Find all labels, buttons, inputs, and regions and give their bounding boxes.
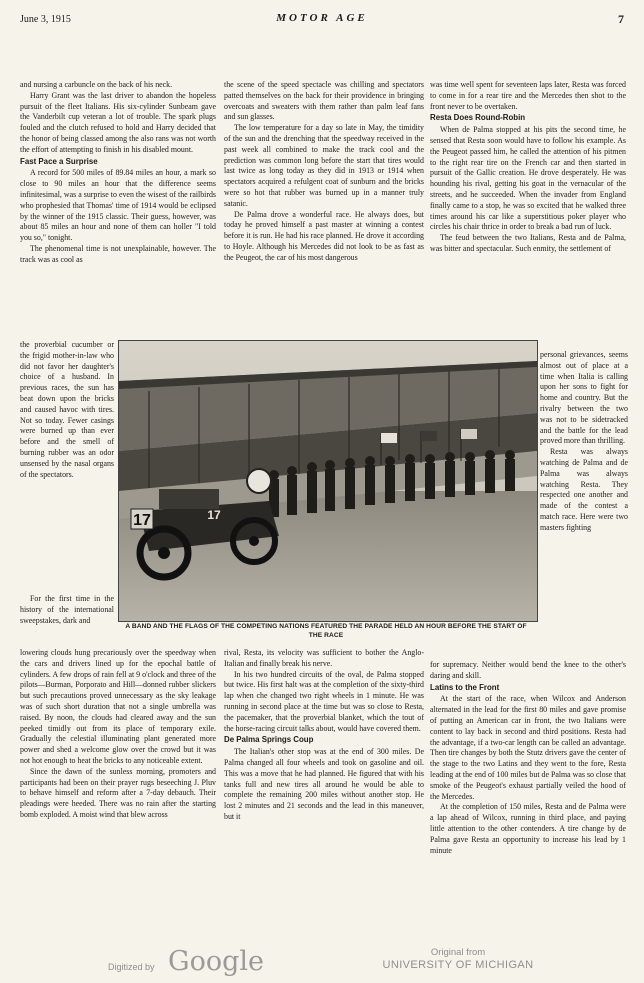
original-from-label: Original from: [430, 947, 486, 958]
car-number: 17: [133, 512, 151, 529]
paragraph: rival, Resta, its velocity was sufficient to bother the Anglo-Italian and finally break his nerve.: [224, 648, 424, 668]
paragraph: Resta was always watching de Palma and de Palma was always watching Resta. They respected one another and made of the contest a match race. Here were two masters fighting: [540, 447, 628, 532]
subheading: Resta Does Round-Robin: [430, 113, 526, 123]
paragraph: was time well spent for seventeen laps later, Resta was forced to come in for a rear tire and the Mercedes then shot to the front never to be overtaken.: [430, 80, 626, 111]
parade-photograph: [118, 340, 538, 622]
paragraph: the proverbial cucumber or the frigid mother-in-law who did not favor her daughter's choice of a husband. In previous races, the sun has beat down upon the bricks and caused havoc with tires. Not so today. Fewer casings were burned up than ever before and the smell of burning rubber was an odor unsensed by the nasal organs of the spectators.: [20, 340, 114, 479]
issue-date: June 3, 1915: [20, 14, 71, 25]
paragraph: The phenomenal time is not unexplainable, however. The track was as cool as: [20, 243, 216, 264]
paragraph: A record for 500 miles of 89.84 miles an hour, a mark so close to 90 miles an hour that the difference seems infinitesimal, was a surprise to even the wisest of the railbirds who prophesied that Thomas' time of 1914 would be eclipsed by the winner of the 1915 classic. Their guess, however, was about 85 miles an hour and none of them can holler "I told you so," tonight.: [20, 168, 216, 243]
column-1-beside-caption: [20, 594, 114, 626]
magazine-title: MOTOR AGE: [276, 12, 368, 24]
subheading: Latins to the Front: [430, 682, 500, 692]
paragraph: The Italian's other stop was at the end of 300 miles. De Palma changed all four wheels and took on gasoline and oil. This was a move that he had planned. He figured that with his tanks full and new tires all around he would be able to complete the remaining 200 miles without another stop. He lost 2 minutes and 21 seconds and the lead in this maneuver, but it: [224, 747, 424, 821]
paragraph: At the start of the race, when Wilcox and Anderson alternated in the lead for the first 80 miles and gave promise of putting an American car in front, the two Italians were content to lay back in second and third positions. Resta had the advantage, if a two-car length can be called an advantage. Then tire changes by both the Stutz drivers gave the center of the stage to the two Latins and they went to the fore, Resta leading at the end of 100 miles but de Palma was so close that smoke of the Peugeot's exhaust partially veiled the hood of the Mercedes.: [430, 694, 626, 801]
paragraph: for supremacy. Neither would bend the knee to the other's daring and skill.: [430, 660, 626, 680]
source-credit: [368, 946, 548, 972]
photo-caption: A BAND AND THE FLAGS OF THE COMPETING NATIONS FEATURED THE PARADE HELD AN HOUR BEFORE THE START OF THE RACE: [125, 623, 527, 639]
institution-name: UNIVERSITY OF MICHIGAN: [382, 959, 534, 971]
column-2-bottom: [224, 648, 424, 823]
column-3-top: [430, 80, 626, 255]
paragraph: At the completion of 150 miles, Resta and de Palma were a lap ahead of Wilcox, running in third place, and paying little attention to the other contenders. A tire change by de Palma gave Resta an opportunity to increase his lead by 1 minute: [430, 802, 626, 855]
page-number: 7: [618, 12, 624, 26]
page-header: [20, 12, 624, 28]
column-1-beside-photo: [20, 340, 114, 480]
car-number-side: 17: [207, 508, 221, 522]
column-2-top: [224, 80, 424, 264]
photo-illustration: [119, 341, 537, 621]
paragraph: De Palma drove a wonderful race. He always does, but today he proved himself a past master at winning a contest before it is run. He had his race planned. He drove it according to Hoyle. Although his Mercedes did not look to be as fast as the Peugeot, the car of his most dangerous: [224, 209, 424, 262]
paragraph: Since the dawn of the sunless morning, promoters and participants had been on their prayer rugs beseeching J. Pluv to behave himself and reform after a 7-day debauch. Their pleadings were heeded. There was no rain after the starting bomb exploded. A moist wind that blew across: [20, 766, 216, 819]
subheading: De Palma Springs Coup: [224, 735, 314, 745]
column-3-bottom: [430, 660, 626, 856]
paragraph: When de Palma stopped at his pits the second time, he sensed that Resta soon would have to follow his example. As the Peugeot passed him, he called the attention of his pitmen to the right rear tire on the French car and then started in pursuit of the Gallic creation. He drove desperately. He was hounding his rival, getting his goat in the vernacular of the streets, and he succeeded. When the invader from England finally came to a stop, he was so excited that he walked three times around his car like a superstitious poker player who circles his chair thrice in order to break a bad run of luck.: [430, 125, 626, 232]
paragraph: the scene of the speed spectacle was chilling and spectators patted themselves on the back for their providence in bringing overcoats and sweaters with them rather than palm leaf fans and sun glasses.: [224, 80, 424, 122]
google-logo: Google: [168, 946, 264, 977]
paragraph: personal grievances, seems almost out of place at a time when Italia is calling upon her sons to fight for home and country. But the rivalry between the two was not to be sidetracked and the battle for the lead proved more than thrilling.: [540, 350, 628, 446]
paragraph: In his two hundred circuits of the oval, de Palma stopped but twice. His first halt was at the completion of the sixty-third lap when che changed two right wheels in 1 minute. He was running in second place at the time but was so close to Resta, the pacemaker, that the proverbial blanket, which the tout of the horse-racing circuit talks about, would have covered them.: [224, 669, 424, 733]
paragraph: Harry Grant was the last driver to abandon the hopeless pursuit of the fleet Italians. His six-cylinder Sunbeam gave the Vanderbilt cup veteran a lot of trouble. The spark plugs fouled and the clutch refused to hold and Harry decided that the honor of being classed among the also rans was not worth the effort of attempting to finish in his disabled mount.: [20, 90, 216, 154]
column-1-bottom: [20, 648, 216, 821]
paragraph: lowering clouds hung precariously over the speedway when the cars and drivers lined up for the epochal battle of cylinders. A few drops of rain fell at 9 o'clock and three of the pilots—Burman, Porporato and Hill—donned rubber slickers but such precautions proved unnecessary as the sky leakage was of such short duration that not a single umbrella was raised. By noon, the clouds had cleared away and the sun peeked timidly out from its place of temporary exile. Gradually the celestial illuminating plant generated more power and shed a welcome glow over the crowd but it was not hot enough to heat the bricks to any noticeable extent.: [20, 648, 216, 765]
digitized-by-label: Digitized by: [108, 962, 155, 972]
column-3-beside-photo: [540, 350, 628, 534]
column-1-top: [20, 80, 216, 266]
bass-drum: [247, 469, 271, 493]
subheading: Fast Pace a Surprise: [20, 156, 98, 166]
paragraph: and nursing a carbuncle on the back of his neck.: [20, 80, 173, 89]
paragraph: The low temperature for a day so late in May, the timidity of the sun and the drenching that the speedway received in the past week all combined to make the track cool and the prediction was common long before the start that tires would last twice as long today as they did in 1913 or 1914 when spectators acquired a refulgent coat of sunburn and the bricks were so hot that rubber was burned up in a manner truly satanic.: [224, 123, 424, 208]
paragraph: The feud between the two Italians, Resta and de Palma, was bitter and spectacular. Such enmity, the settlement of: [430, 233, 626, 253]
paragraph: For the first time in the history of the international sweepstakes, dark and: [20, 594, 114, 625]
digitization-footer: [0, 940, 644, 980]
